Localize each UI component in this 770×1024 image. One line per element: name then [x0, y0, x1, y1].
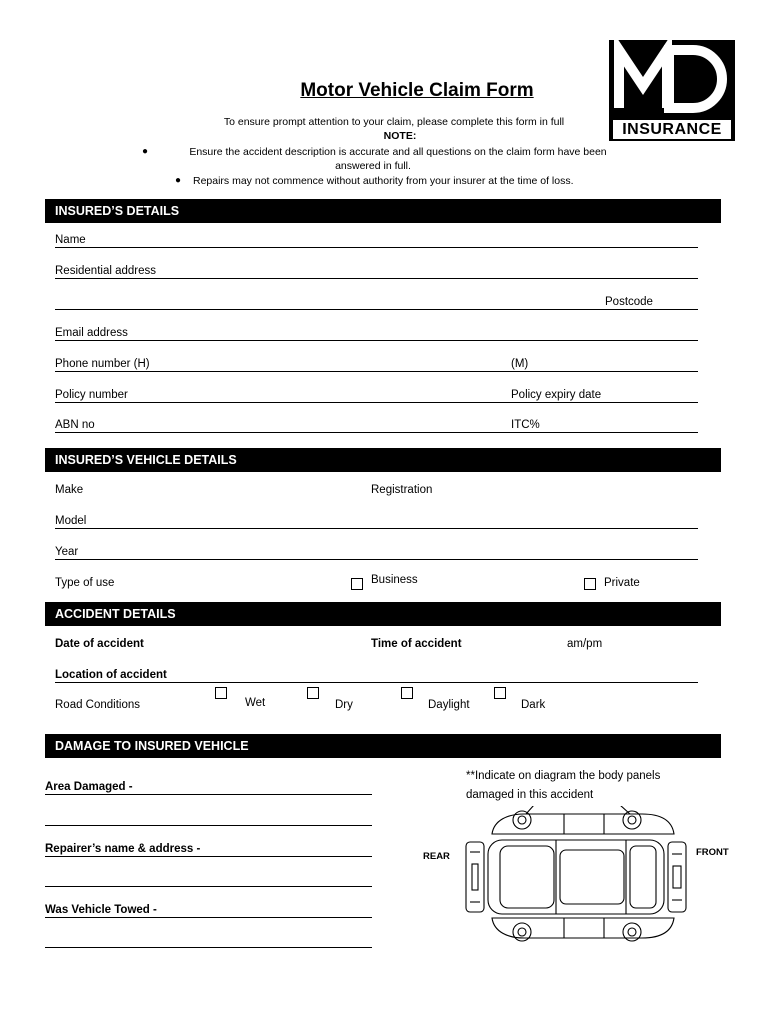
- towed-field[interactable]: [45, 917, 372, 918]
- dark-label: Dark: [521, 699, 546, 711]
- year-field[interactable]: [55, 559, 698, 560]
- phone-field[interactable]: [55, 371, 698, 372]
- note-label: NOTE:: [383, 130, 417, 142]
- daylight-checkbox[interactable]: [401, 687, 413, 699]
- note-bullet-1-line-2: answered in full.: [335, 160, 411, 172]
- bullet-icon: ●: [175, 175, 182, 186]
- business-checkbox[interactable]: [351, 578, 363, 590]
- model-label: Model: [55, 515, 87, 527]
- front-label: FRONT: [696, 847, 729, 858]
- intro-text: To ensure prompt attention to your claim, please complete this form in full: [223, 116, 565, 128]
- note-bullet-1-line-1: Ensure the accident description is accurate and all questions on the claim form have been: [189, 146, 607, 158]
- dry-label: Dry: [335, 699, 353, 711]
- policy-field[interactable]: [55, 402, 698, 403]
- indicate-text-line-2: damaged in this accident: [466, 789, 594, 801]
- policy-number-label: Policy number: [55, 389, 128, 401]
- policy-expiry-label: Policy expiry date: [511, 389, 602, 401]
- section-header-damage: DAMAGE TO INSURED VEHICLE: [45, 734, 721, 758]
- car-diagram[interactable]: [464, 806, 690, 946]
- repairer-field[interactable]: [45, 856, 372, 857]
- address-field[interactable]: [55, 278, 698, 279]
- make-label: Make: [55, 484, 84, 496]
- car-diagram-icon: [464, 806, 690, 946]
- bullet-icon: ●: [142, 146, 149, 157]
- time-of-accident-label: Time of accident: [371, 638, 462, 650]
- towed-field-2[interactable]: [45, 947, 372, 948]
- indicate-text-line-1: **Indicate on diagram the body panels: [466, 770, 661, 782]
- email-field[interactable]: [55, 340, 698, 341]
- wet-checkbox[interactable]: [215, 687, 227, 699]
- daylight-label: Daylight: [428, 699, 470, 711]
- abn-label: ABN no: [55, 419, 95, 431]
- private-checkbox[interactable]: [584, 578, 596, 590]
- dark-checkbox[interactable]: [494, 687, 506, 699]
- date-of-accident-label: Date of accident: [55, 638, 144, 650]
- page-title: Motor Vehicle Claim Form: [300, 80, 534, 101]
- address-label: Residential address: [55, 265, 157, 277]
- road-conditions-label: Road Conditions: [55, 699, 141, 711]
- logo-text: INSURANCE: [613, 120, 731, 139]
- section-header-insured: INSURED’S DETAILS: [45, 199, 721, 223]
- area-damaged-field[interactable]: [45, 794, 372, 795]
- note-bullet-2: Repairs may not commence without authority from your insurer at the time of loss.: [193, 175, 574, 187]
- section-header-vehicle: INSURED’S VEHICLE DETAILS: [45, 448, 721, 472]
- section-header-accident: ACCIDENT DETAILS: [45, 602, 721, 626]
- abn-field[interactable]: [55, 432, 698, 433]
- type-of-use-label: Type of use: [55, 577, 115, 589]
- private-label: Private: [604, 577, 640, 589]
- rear-label: REAR: [423, 851, 450, 862]
- location-label: Location of accident: [55, 669, 167, 681]
- md-logo-icon: [609, 40, 735, 120]
- area-damaged-label: Area Damaged -: [45, 781, 133, 793]
- business-label: Business: [371, 574, 418, 586]
- repairer-label: Repairer’s name & address -: [45, 843, 201, 855]
- ampm-label: am/pm: [567, 638, 603, 650]
- location-field[interactable]: [55, 682, 698, 683]
- name-field[interactable]: [55, 247, 698, 248]
- repairer-field-2[interactable]: [45, 886, 372, 887]
- towed-label: Was Vehicle Towed -: [45, 904, 157, 916]
- phone-m-label: (M): [511, 358, 529, 370]
- model-field[interactable]: [55, 528, 698, 529]
- phone-h-label: Phone number (H): [55, 358, 150, 370]
- itc-label: ITC%: [511, 419, 540, 431]
- registration-label: Registration: [371, 484, 433, 496]
- name-label: Name: [55, 234, 86, 246]
- wet-label: Wet: [245, 697, 266, 709]
- postcode-label: Postcode: [605, 296, 653, 308]
- email-label: Email address: [55, 327, 128, 339]
- year-label: Year: [55, 546, 79, 558]
- area-damaged-field-2[interactable]: [45, 825, 372, 826]
- address-line-2-field[interactable]: [55, 309, 698, 310]
- dry-checkbox[interactable]: [307, 687, 319, 699]
